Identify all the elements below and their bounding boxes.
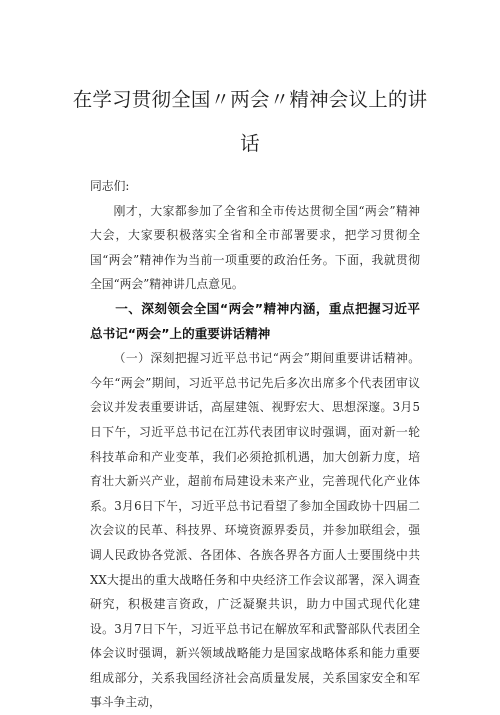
section-1-paragraph-1: （一）深刻把握习近平总书记“两会”期间重要讲话精神。今年“两会”期间，习近平总书记先后多次出席多个代表团审议会议并发表重要讲话，高屋建瓴、视野宏大、思想深邃。3月5日下午，习近平总书记在江苏代表团审议时强调，面对新一轮科技革命和产业变革，我们必须抢抓机遇，加大创新力度，培育壮大新兴产业，超前布局建设未来产业，完善现代化产业体系。3月6日下午，习近平总书记看望了参加全国政协十四届二次会议的民革、科技界、环境资源界委员，并参加联组会，强调人民政协各党派、各团体、各族各界各方面人士要围绕中共XX大提出的重大战略任务和中央经济工作会议部署，深入调查研究，积极建言资政，广泛凝聚共识，助力中国式现代化建设。3月7日下午，习近平总书记在解放军和武警部队代表团全体会议时强调，新兴领域战略能力是国家战略体系和能力重要组成部分，关系我国经济社会高质量发展，关系国家安全和军事斗争主动，	[90, 351, 420, 710]
section-heading-1: 一、深刻领会全国“两会”精神内涵，重点把握习近平总书记“两会”上的重要讲话精神	[90, 300, 420, 341]
intro-paragraph: 刚才，大家都参加了全省和全市传达贯彻全国“两会”精神大会，大家要积极落实全省和全市部署要求，把学习贯彻全国“两会”精神作为当前一项重要的政治任务。下面，我就贯彻全国“两会”精神讲几点意见。	[90, 203, 420, 292]
document-body	[90, 174, 420, 715]
document-title: 在学习贯彻全国〃两会〃精神会议上的讲话	[72, 88, 428, 155]
salutation: 同志们:	[90, 179, 130, 193]
